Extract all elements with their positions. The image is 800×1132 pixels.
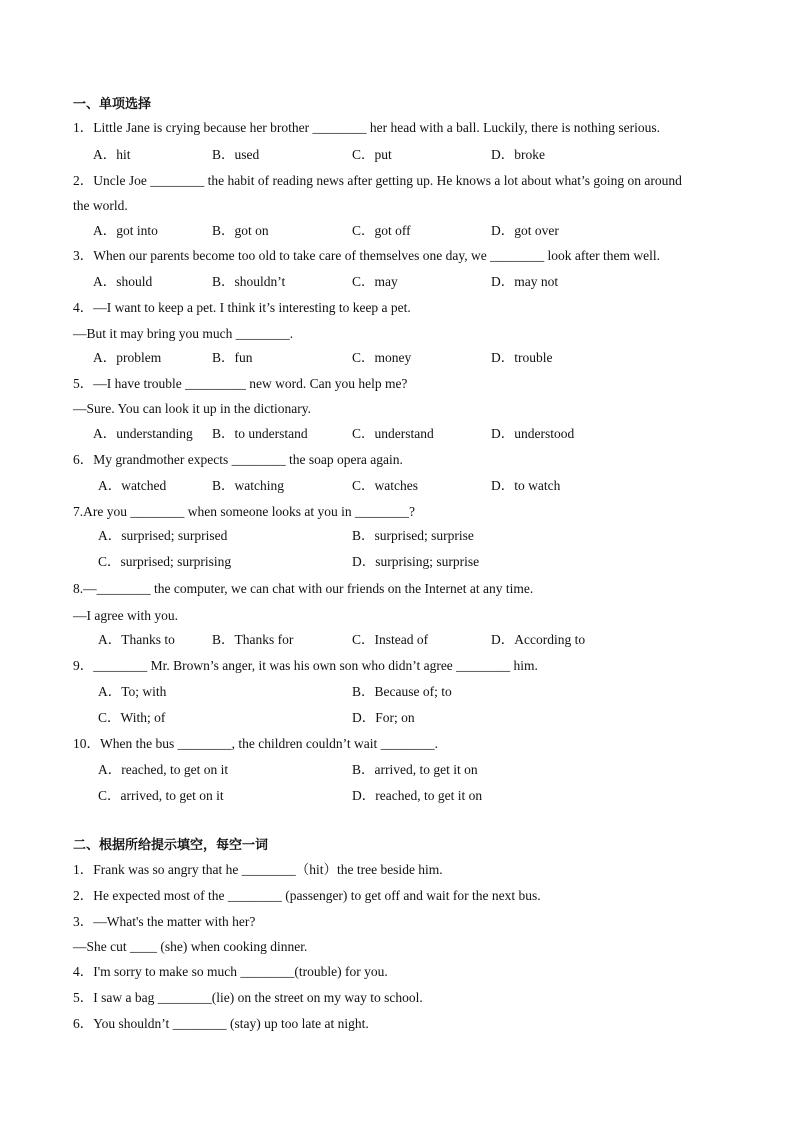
question-10: 10．When the bus ________, the children couldn’t wait ________. xyxy=(73,736,438,751)
q9-option-a: A．To; with xyxy=(98,684,167,699)
q7-option-b: B．surprised; surprise xyxy=(352,528,474,543)
question-5-line-2: —Sure. You can look it up in the dictionary. xyxy=(73,401,311,416)
fill-question-5: 5．I saw a bag ________(lie) on the street on my way to school. xyxy=(73,990,423,1005)
q10-option-d: D．reached, to get it on xyxy=(352,788,483,803)
q8-option-d: D．According to xyxy=(491,632,586,647)
q6-option-d: D．to watch xyxy=(491,478,561,493)
section-title-fill-in: 二、根据所给提示填空，每空一词 xyxy=(73,838,269,853)
q5-option-a: A．understanding xyxy=(93,426,193,441)
question-2-line-1: 2．Uncle Joe ________ the habit of reading news after getting up. He knows a lot about what’s going on around xyxy=(73,173,682,188)
q1-option-c: C．put xyxy=(352,147,392,162)
fill-question-4: 4．I'm sorry to make so much ________(trouble) for you. xyxy=(73,964,388,979)
q6-option-c: C．watches xyxy=(352,478,418,493)
q2-option-d: D．got over xyxy=(491,223,559,238)
q5-option-d: D．understood xyxy=(491,426,575,441)
q10-option-b: B．arrived, to get it on xyxy=(352,762,478,777)
fill-question-3-line-1: 3．—What's the matter with her? xyxy=(73,914,256,929)
q10-option-a: A．reached, to get on it xyxy=(98,762,229,777)
fill-question-3-line-2: —She cut ____ (she) when cooking dinner. xyxy=(73,939,308,954)
question-9: 9．________ Mr. Brown’s anger, it was his own son who didn’t agree ________ him. xyxy=(73,658,538,673)
q6-option-a: A．watched xyxy=(98,478,167,493)
q3-option-d: D．may not xyxy=(491,274,559,289)
question-6: 6．My grandmother expects ________ the soap opera again. xyxy=(73,452,403,467)
fill-question-1: 1．Frank was so angry that he ________（hit）the tree beside him. xyxy=(73,862,443,877)
q9-option-d: D．For; on xyxy=(352,710,415,725)
fill-question-6: 6．You shouldn’t ________ (stay) up too late at night. xyxy=(73,1016,369,1031)
question-8-line-1: 8.—________ the computer, we can chat with our friends on the Internet at any time. xyxy=(73,581,534,596)
q9-option-b: B．Because of; to xyxy=(352,684,452,699)
q8-option-b: B．Thanks for xyxy=(212,632,294,647)
q2-option-a: A．got into xyxy=(93,223,158,238)
q9-option-c: C．With; of xyxy=(98,710,166,725)
q4-option-c: C．money xyxy=(352,350,412,365)
question-4-line-2: —But it may bring you much ________. xyxy=(73,326,294,341)
q5-option-c: C．understand xyxy=(352,426,434,441)
q6-option-b: B．watching xyxy=(212,478,284,493)
q4-option-a: A．problem xyxy=(93,350,162,365)
q3-option-a: A．should xyxy=(93,274,153,289)
q2-option-b: B．got on xyxy=(212,223,269,238)
q1-option-a: A．hit xyxy=(93,147,131,162)
q8-option-a: A．Thanks to xyxy=(98,632,175,647)
q2-option-c: C．got off xyxy=(352,223,411,238)
question-7: 7.Are you ________ when someone looks at you in ________? xyxy=(73,504,415,519)
q5-option-b: B．to understand xyxy=(212,426,308,441)
q3-option-b: B．shouldn’t xyxy=(212,274,286,289)
question-8-line-2: —I agree with you. xyxy=(73,608,178,623)
q8-option-c: C．Instead of xyxy=(352,632,429,647)
q1-option-d: D．broke xyxy=(491,147,545,162)
question-3: 3．When our parents become too old to take care of themselves one day, we ________ look after them well. xyxy=(73,248,660,263)
question-5-line-1: 5．—I have trouble _________ new word. Can you help me? xyxy=(73,376,408,391)
q7-option-a: A．surprised; surprised xyxy=(98,528,228,543)
question-1: 1．Little Jane is crying because her brother ________ her head with a ball. Luckily, there is nothing serious. xyxy=(73,120,660,135)
q1-option-b: B．used xyxy=(212,147,260,162)
q3-option-c: C．may xyxy=(352,274,398,289)
q7-option-d: D．surprising; surprise xyxy=(352,554,480,569)
fill-question-2: 2．He expected most of the ________ (passenger) to get off and wait for the next bus. xyxy=(73,888,541,903)
question-4-line-1: 4．—I want to keep a pet. I think it’s interesting to keep a pet. xyxy=(73,300,411,315)
q4-option-d: D．trouble xyxy=(491,350,553,365)
q10-option-c: C．arrived, to get on it xyxy=(98,788,224,803)
q7-option-c: C．surprised; surprising xyxy=(98,554,232,569)
question-2-line-2: the world. xyxy=(73,198,128,213)
q4-option-b: B．fun xyxy=(212,350,253,365)
section-title-multiple-choice: 一、单项选择 xyxy=(73,97,152,112)
